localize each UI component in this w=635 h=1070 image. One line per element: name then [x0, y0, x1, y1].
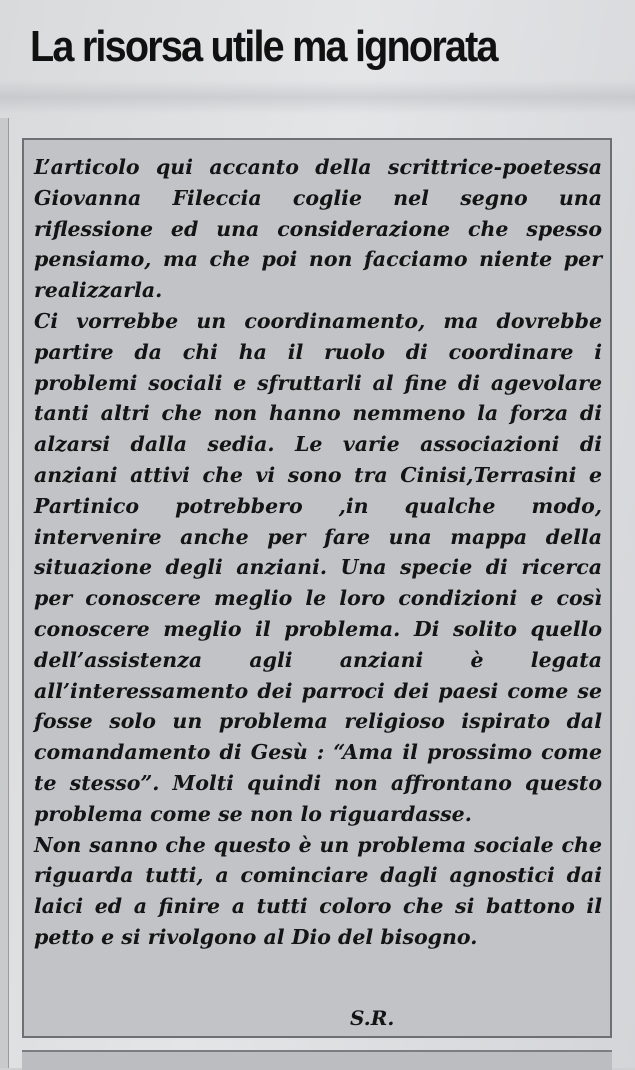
paragraph-1: L’articolo qui accanto della scrittrice-poetessa Giovanna Fileccia coglie nel segno una riflessione ed una considerazione che spesso pensiamo, ma che poi non facciamo niente per realizzarla. [34, 155, 602, 303]
adjacent-column-edge [0, 118, 9, 1068]
article-box [22, 138, 612, 1038]
bleed-through-line [0, 80, 635, 114]
paragraph-3: Non sanno che questo è un problema sociale che riguarda tutti, a cominciare dagli agnostici dai laici ed a finire a tutti coloro che si battono il petto e si rivolgono al Dio del bisogno. [34, 832, 602, 949]
paragraph-2: Ci vorrebbe un coordinamento, ma dovrebbe partire da chi ha il ruolo di coordinare i problemi sociali e sfruttarli al fine di agevolare tanti altri che non hanno nemmeno la forza di alzarsi dalla sedia. Le varie associazioni di anziani attivi che vi sono tra Cinisi,Terrasini e Partinico potrebbero ,in qualche modo, intervenire anche per fare una mappa della situazione degli anziani. Una specie di ricerca per conoscere meglio le loro condizioni e così conoscere meglio il problema. Di solito quello dell’assistenza agli anziani è legata all’interessamento dei parroci dei paesi come se fosse solo un problema religioso ispirato dal comandamento di Gesù : “Ama il prossimo come te stesso”. Molti quindi non affrontano questo problema come se non lo riguardasse. [34, 308, 602, 826]
next-article-edge [22, 1050, 612, 1070]
article-title: La risorsa utile ma ignorata [30, 22, 497, 71]
article-body [34, 152, 602, 953]
author-signature: S.R. [350, 1006, 395, 1030]
